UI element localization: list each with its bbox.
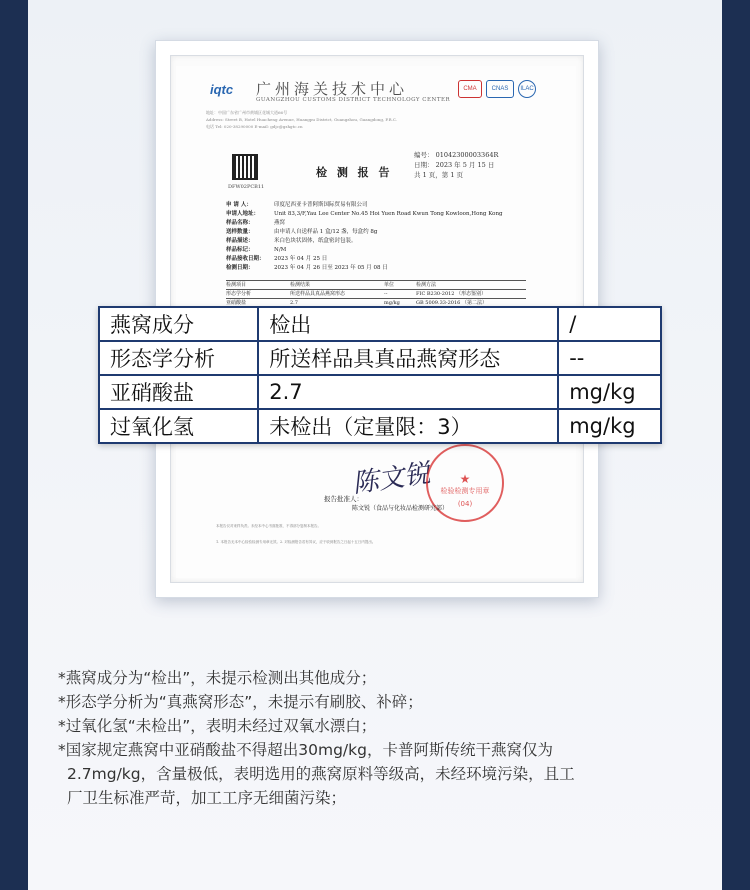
report-results-table xyxy=(226,280,526,307)
iqtc-logo: iqtc xyxy=(210,82,234,97)
ilac-mark-icon: ILAC xyxy=(518,80,536,98)
result-unit: -- xyxy=(558,341,661,375)
table-row xyxy=(99,307,661,341)
center-name: 广州海关技术中心 xyxy=(256,80,409,98)
result-value: 未检出（定量限：3） xyxy=(258,409,558,443)
table-row xyxy=(99,375,661,409)
result-unit: mg/kg xyxy=(558,409,661,443)
note-line: *燕窝成分为“检出”，未提示检测出其他成分； xyxy=(58,669,377,687)
result-item: 过氧化氢 xyxy=(99,409,258,443)
note-line: *国家规定燕窝中亚硝酸盐不得超出30mg/kg，卡普阿斯传统干燕窝仅为 xyxy=(58,741,553,759)
result-value: 检出 xyxy=(258,307,558,341)
note-line: 2.7mg/kg，含量极低，表明选用的燕窝原料等级高，未经环境污染，且工 xyxy=(67,765,575,783)
result-item: 形态学分析 xyxy=(99,341,258,375)
result-item: 燕窝成分 xyxy=(99,307,258,341)
table-row: 检测项目 检测结果 单位 检测方法 xyxy=(226,280,526,289)
report-number: 编号： 01042300003364R xyxy=(414,151,499,159)
info-row: 检测日期： 2023 年 04 月 26 日至 2023 年 05 月 08 日 xyxy=(226,265,388,271)
page-info: 共 1 页，第 1 页 xyxy=(414,171,464,179)
table-row xyxy=(99,409,661,443)
note-line: *形态学分析为“真燕窝形态”，未提示有刷胶、补碎； xyxy=(58,693,423,711)
center-name-en: GUANGZHOU CUSTOMS DISTRICT TECHNOLOGY CENTER xyxy=(256,97,451,103)
address-line: Address: Street B, Hotel Huacheng Avenue, Huangpu District, Guangzhou, Guangdong, P.R.C. xyxy=(206,117,398,122)
report-title: 检 测 报 告 xyxy=(316,166,393,179)
result-value: 2.7 xyxy=(258,375,558,409)
fineprint: 1. 本报告无本中心检验检测专用章无效。2. 对检测报告若有异议，应于收到报告之日起十五日内提出。 xyxy=(216,540,376,544)
star-icon: ★ xyxy=(459,472,471,486)
signature: 陈文锐 xyxy=(350,458,433,500)
official-seal-stamp: ★ 检验检测专用章 (04) xyxy=(426,444,504,522)
info-row: 申 请 人： 印度尼西亚卡普阿斯国际贸易有限公司 xyxy=(226,202,368,208)
table-row xyxy=(99,341,661,375)
result-unit: mg/kg xyxy=(558,375,661,409)
result-unit: / xyxy=(558,307,661,341)
report-date: 日期： 2023 年 5 月 15 日 xyxy=(414,161,495,169)
document-id: DFW02PCB11 xyxy=(228,184,265,190)
table-row: 亚硝酸盐 2.7 mg/kg GB 5009.33-2016 （第二法） xyxy=(226,298,526,307)
qr-code-icon xyxy=(232,154,258,180)
note-line: *过氧化氢“未检出”，表明未经过双氧水漂白； xyxy=(58,717,377,735)
table-row: 形态学分析 所送样品具真品燕窝形态 -- FIC B230-2012 （形态鉴别） xyxy=(226,289,526,298)
address-line: 电话 Tel: 020-38290000 E-mail: gdjc@gzhgtc.cn xyxy=(206,124,303,129)
address-line: 地址：中国广东省广州市黄埔区花城大道66号 xyxy=(206,110,288,115)
fineprint: 本报告仅对来样负责。未经本中心书面批准，不得部分复制本报告。 xyxy=(216,524,321,528)
cma-mark-icon: CMA xyxy=(458,80,482,98)
result-value: 所送样品具真品燕窝形态 xyxy=(258,341,558,375)
info-row: 样品接收日期： 2023 年 04 月 25 日 xyxy=(226,256,328,262)
info-row: 送样数量： 由申请人自送样品 1 盒/12 盏，每盒约 8g xyxy=(226,229,378,235)
highlighted-results-table xyxy=(98,306,662,444)
cnas-mark-icon: CNAS xyxy=(486,80,514,98)
approver-label: 报告批准人： xyxy=(324,495,363,503)
notes-section xyxy=(58,666,706,810)
approver-name: 陈文锐（食品与化妆品检测研究部） xyxy=(352,505,449,512)
info-row: 样品标记： N/M xyxy=(226,247,287,253)
info-row: 样品描述： 米白色块状固体，纸盒密封包装。 xyxy=(226,238,357,244)
info-row: 申请人地址： Unit 83,3/F,Yau Lee Center No.45 Hoi Yuen Road Kwun Tong Kowloon,Hong Kong xyxy=(226,211,503,217)
info-row: 样品名称： 燕窝 xyxy=(226,220,286,226)
note-line: 厂卫生标准严苛，加工工序无细菌污染； xyxy=(67,789,347,807)
result-item: 亚硝酸盐 xyxy=(99,375,258,409)
